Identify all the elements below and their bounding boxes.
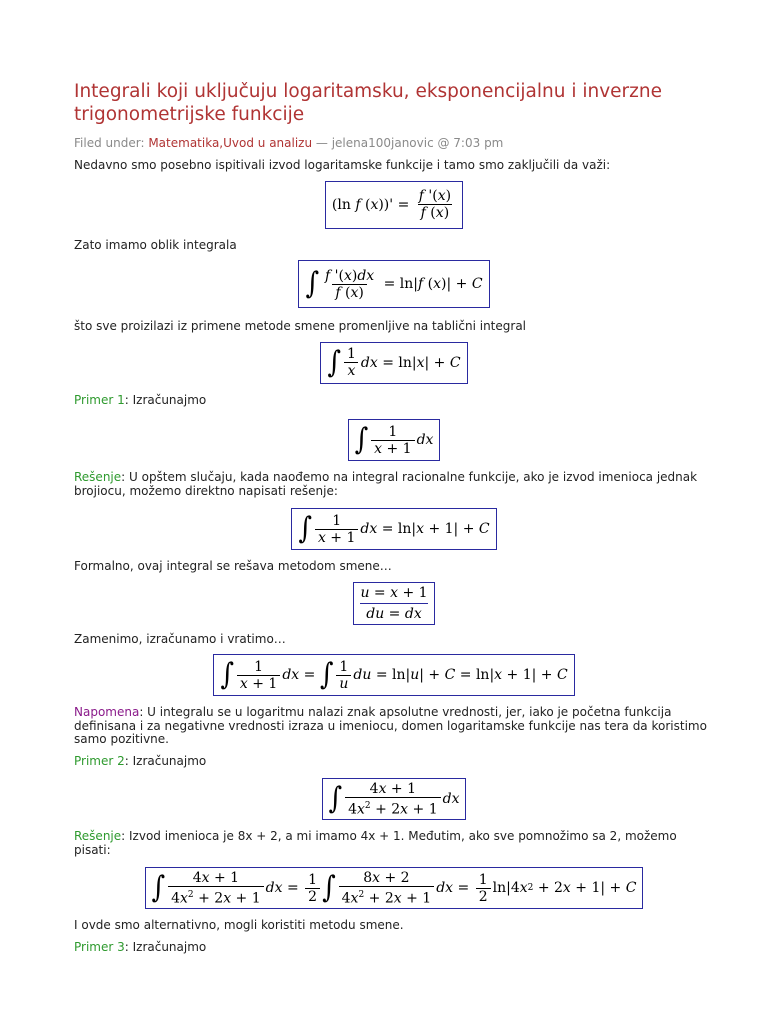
- article: [74, 80, 714, 954]
- paragraph-substitution: što sve proizilazi iz primene metode smene promenljive na tablični integral: [74, 319, 527, 333]
- example-2-label: Primer 2: [74, 753, 125, 768]
- page-title: Integrali koji uključuju logaritamsku, eksponencijalnu i inverzne trigonometrijske funkcije: [74, 81, 662, 125]
- author-time: — jelena100janovic @ 7:03 pm: [312, 136, 504, 150]
- note-paragraph: [74, 706, 714, 747]
- paragraph-intro: Nedavno smo posebno ispitivali izvod logaritamske funkcije i tamo smo zaključili da važi:: [74, 158, 611, 172]
- example-2-heading: [74, 755, 714, 769]
- note-label: Napomena: [74, 705, 140, 719]
- solution-2-paragraph: [74, 830, 714, 857]
- formula-table-integral: ∫ $\frac{1}{x}$ dx = ln| x | + C: [74, 342, 714, 384]
- post-meta: [74, 136, 714, 151]
- example-3-heading: [74, 941, 714, 955]
- formula-substitution: u = x + 1 du = dx: [74, 582, 714, 625]
- formula-example-1: ∫ $\frac{1}{x + 1}$ dx: [74, 419, 714, 461]
- example-3-text: : Izračunajmo: [124, 939, 207, 954]
- paragraph-formal: Formalno, ovaj integral se rešava metodom smene…: [74, 559, 392, 573]
- formula-log-derivative: (ln f ( x ))' = $\frac{f '(x)}{f (x)}$: [74, 181, 714, 229]
- formula-solution-2: ∫ $\frac{4x + 1}{4x^2 + 2x + 1}$ dx = $\frac{1}{2}$ ∫ $\frac{8x + 2}{4x^2 + 2x + 1}$ dx = $\frac{1}{2}$ ln|4 x 2 + 2 x + 1| + C: [74, 867, 714, 909]
- solution-1-label: Rešenje: [74, 470, 122, 484]
- solution-1-paragraph: [74, 471, 714, 498]
- solution-2-text: : Izvod imenioca je 8x + 2, a mi imamo 4x + 1. Međutim, ako sve pomnožimo sa 2, možemo pisati:: [74, 829, 677, 857]
- formula-integral-form: ∫ $\frac{f '(x)dx}{f (x)}$ = ln| f ( x )| + C: [74, 260, 714, 308]
- example-1-text: : Izračunajmo: [124, 392, 207, 407]
- example-1-heading: [74, 394, 714, 408]
- category-links[interactable]: Matematika,Uvod u analizu: [148, 136, 313, 150]
- example-2-text: : Izračunajmo: [124, 753, 207, 768]
- example-3-label: Primer 3: [74, 939, 125, 954]
- solution-1-text: : U opštem slučaju, kada naođemo na integral racionalne funkcije, ako je izvod imenioca jednak brojiocu, možemo direktno napisati rešenje:: [74, 470, 698, 498]
- formula-example-2: ∫ $\frac{4x + 1}{4x^2 + 2x + 1}$ dx: [74, 778, 714, 820]
- paragraph-alternative: I ovde smo alternativno, mogli koristiti metodu smene.: [74, 918, 404, 932]
- paragraph-replace: Zamenimo, izračunamo i vratimo…: [74, 631, 286, 646]
- formula-substitution-result: ∫ $\frac{1}{x + 1}$ dx = ∫ $\frac{1}{u}$ du = ln| u | + C = ln| x + 1| + C: [74, 654, 714, 696]
- solution-2-label: Rešenje: [74, 829, 122, 843]
- filed-under-label: Filed under:: [74, 136, 145, 150]
- note-text: : U integralu se u logaritmu nalazi znak apsolutne vrednosti, jer, iako je početna funkcija definisana i za negativne vrednosti izraza u imeniocu, domen logaritamske funkcije nas tera da koristimo samo pozitivne.: [74, 705, 707, 746]
- example-1-label: Primer 1: [74, 392, 125, 407]
- paragraph-integral-form: Zato imamo oblik integrala: [74, 237, 237, 252]
- formula-solution-1: ∫ $\frac{1}{x + 1}$ dx = ln| x + 1| + C: [74, 508, 714, 550]
